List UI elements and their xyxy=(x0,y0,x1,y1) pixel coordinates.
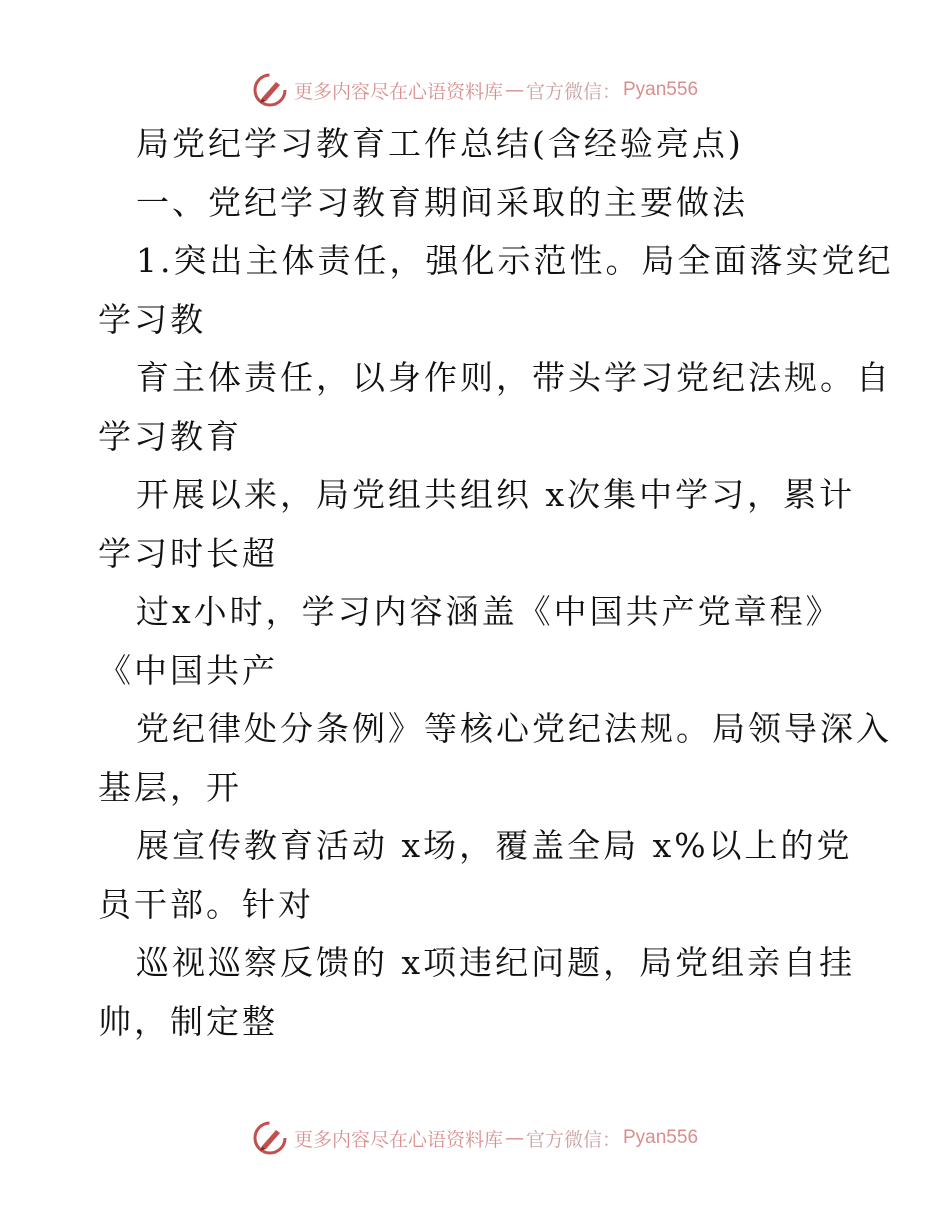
paragraph-line: 帅，制定整 xyxy=(98,1001,278,1041)
watermark-separator: — xyxy=(504,1127,524,1149)
paragraph-line: 学习教 xyxy=(98,299,206,339)
paragraph-line: 学习教育 xyxy=(98,416,242,456)
pen-logo-icon xyxy=(252,72,288,108)
watermark-wechat-label: 官方微信： xyxy=(525,80,621,103)
paragraph-line: 展宣传教育活动 x场，覆盖全局 x%以上的党 xyxy=(136,826,853,865)
paragraph-line: 学习时长超 xyxy=(98,533,278,573)
watermark-wechat-label: 官方微信： xyxy=(525,1128,621,1151)
paragraph-line: 开展以来，局党组共组织 x次集中学习，累计 xyxy=(136,475,856,514)
section-heading: 一、党纪学习教育期间采取的主要做法 xyxy=(136,182,748,222)
watermark-wechat-id: Pyan556 xyxy=(623,79,699,100)
watermark-separator: — xyxy=(504,79,524,101)
watermark-text: 更多内容尽在心语资料库 xyxy=(293,1128,503,1151)
paragraph-line: 过x小时，学习内容涵盖《中国共产党章程》 xyxy=(136,592,842,631)
pen-logo-icon xyxy=(252,1120,288,1156)
paragraph-line: 员干部。针对 xyxy=(98,884,314,924)
watermark-text: 更多内容尽在心语资料库 xyxy=(293,80,503,103)
watermark-banner-bottom xyxy=(0,1118,950,1158)
paragraph-line: 《中国共产 xyxy=(98,650,278,690)
paragraph-line: 巡视巡察反馈的 x项违纪问题，局党组亲自挂 xyxy=(136,943,856,982)
paragraph-line: 党纪律处分条例》等核心党纪法规。局领导深入 xyxy=(136,709,892,748)
watermark-banner-top xyxy=(0,70,950,110)
document-title: 局党纪学习教育工作总结(含经验亮点) xyxy=(136,124,744,163)
document-body xyxy=(98,115,898,1051)
watermark-wechat-id: Pyan556 xyxy=(623,1127,699,1148)
paragraph-line: 基层，开 xyxy=(98,767,242,807)
paragraph-line: 育主体责任，以身作则，带头学习党纪法规。自 xyxy=(136,358,892,397)
paragraph-line: 1.突出主体责任，强化示范性。局全面落实党纪 xyxy=(136,241,894,280)
